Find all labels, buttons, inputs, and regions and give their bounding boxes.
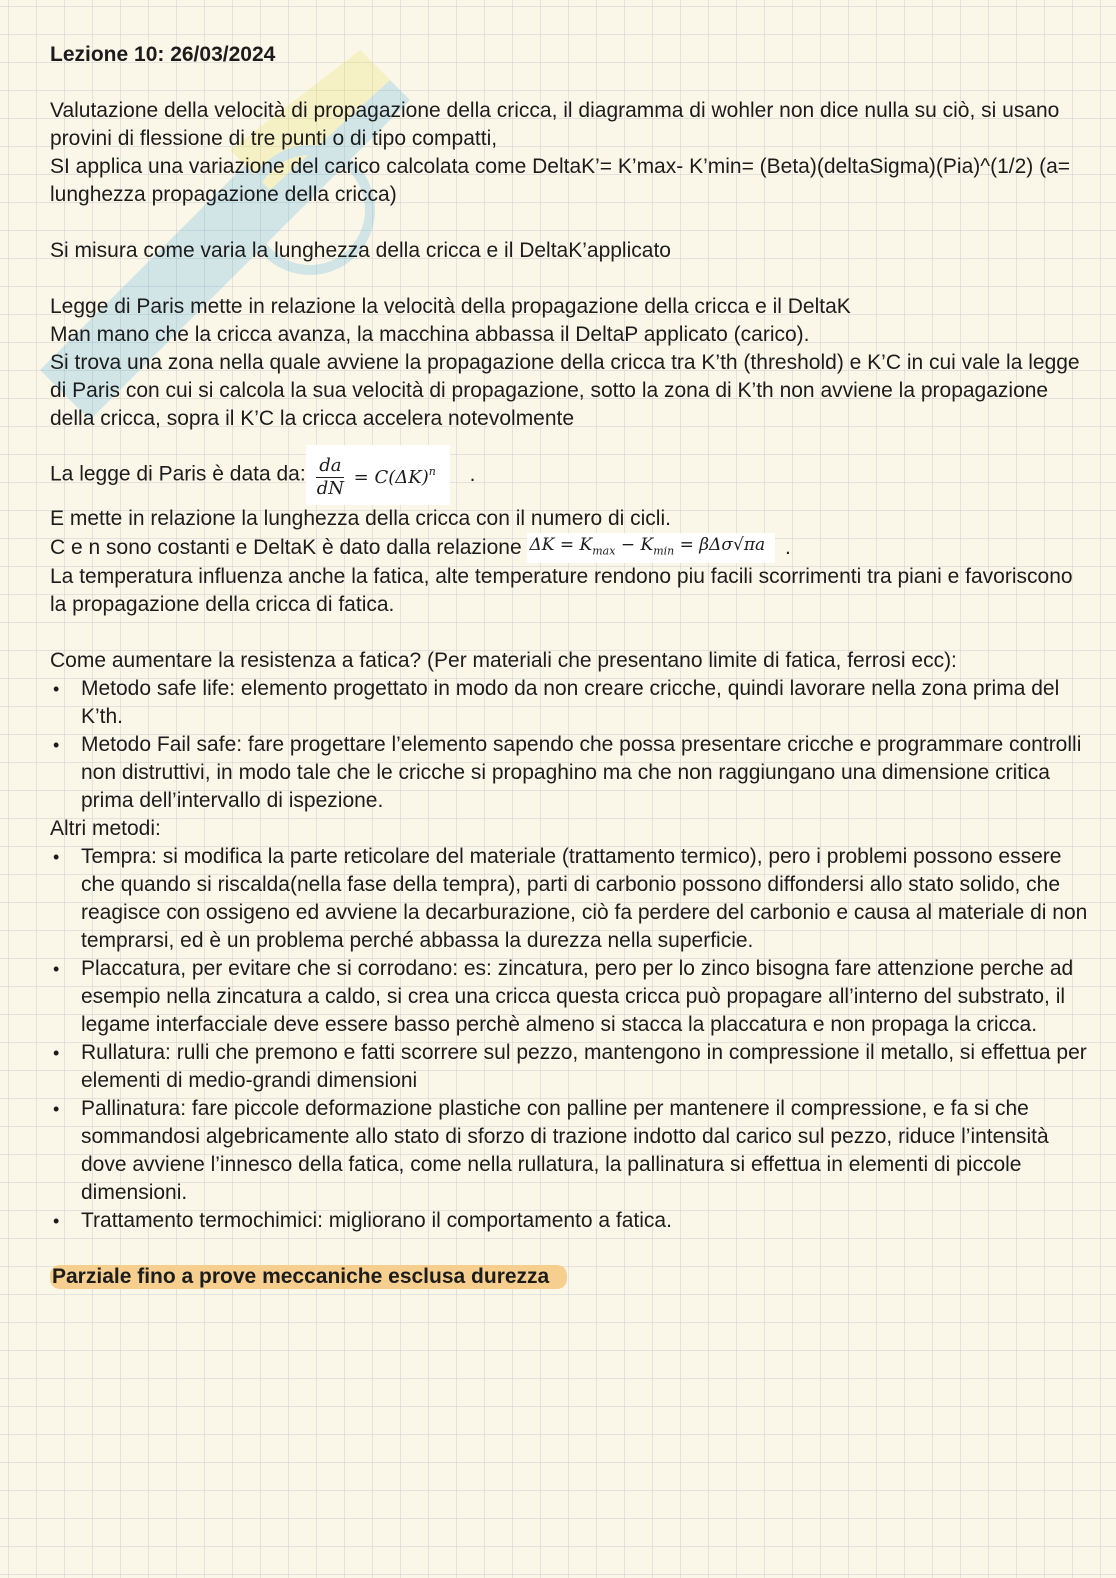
paragraph-intro-2: SI applica una variazione del carico calcolata come DeltaK’= K’max- K’min= (Beta)(deltaSigma)(Pia)^(1/2) (a= lunghezza propagazione della cricca) [50, 155, 1071, 206]
list-item: • Metodo Fail safe: fare progettare l’elemento sapendo che possa presentare cricche e programmare controlli non distruttivi, in modo tale che le cricche si propaghino ma che non raggiungano una dimensione critica prima dell’intervallo di ispezione. [50, 731, 1090, 815]
paragraph-intro-1: Valutazione della velocità di propagazione della cricca, il diagramma di wohler non dice nulla su ciò, si usano provini di flessione di tre punti o di tipo compatti, [50, 99, 1060, 150]
paris-law-prefix: La legge di Paris è data da: [50, 462, 306, 486]
page-title: Lezione 10: 26/03/2024 [50, 43, 276, 66]
deltak-formula [527, 533, 775, 563]
deltak-suffix: . [784, 535, 791, 559]
deltak-prefix: C e n sono costanti e DeltaK è dato dalla relazione [50, 535, 522, 559]
list-item: • Pallinatura: fare piccole deformazione plastiche con palline per mantenere il compressione, e fa si che sommandosi algebricamente allo stato di sforzo di trazione indotto dal carico sul pezzo, riduce l’intensità dove avviene l’innesco della fatica, come nella rullatura, la pallinatura si effettua in elementi di piccole dimensioni. [50, 1095, 1090, 1207]
paris-law-formula [306, 445, 450, 505]
paris-law-line [50, 445, 1090, 505]
paragraph-altri-metodi: Altri metodi: [50, 817, 161, 841]
list-item: • Metodo safe life: elemento progettato in modo da non creare cricche, quindi lavorare nella zona prima del K’th. [50, 675, 1090, 731]
list-item: • Rullatura: rulli che premono e fatti scorrere sul pezzo, mantengono in compressione il metallo, si effettua per elementi di medio-grandi dimensioni [50, 1039, 1090, 1095]
paragraph-paris-2: Man mano che la cricca avanza, la macchina abbassa il DeltaP applicato (carico). [50, 323, 810, 346]
list-item: • Placcatura, per evitare che si corrodano: es: zincatura, pero per lo zinco bisogna fare attenzione perche ad esempio nella zincatura a caldo, si crea una cricca questa cricca può propagare all’interno del substrato, il legame interfacciale deve essere basso perchè almeno si stacca la placcatura e non propaga la cricca. [50, 955, 1090, 1039]
highlighted-note: Parziale fino a prove meccaniche esclusa durezza [50, 1265, 567, 1289]
altri-metodi-list [50, 843, 1090, 1235]
deltak-sub-min: min [653, 544, 675, 558]
fraction-numerator: da [316, 455, 344, 478]
paragraph-paris-1: Legge di Paris mette in relazione la velocità della propagazione della cricca e il DeltaK [50, 295, 851, 318]
fraction-denominator: dN [316, 478, 344, 499]
paragraph-domanda: Come aumentare la resistenza a fatica? (Per materiali che presentano limite di fatica, ferrosi ecc): [50, 649, 957, 673]
deltak-sub-max: max [592, 544, 616, 558]
document-page [50, 41, 1090, 1291]
list-item: • Tempra: si modifica la parte reticolare del materiale (trattamento termico), pero i problemi possono essere che quando si riscalda(nella fase della tempra), parti di carbonio possono diffondersi allo stato solido, che reagisce con ossigeno ed avviene la decarburazione, ciò fa perdere del carbonio e causa al materiale di non temprarsi, ed è un problema perché abbassa la durezza nella superficie. [50, 843, 1090, 955]
paris-law-suffix: . [469, 462, 476, 486]
list-item: • Trattamento termochimici: migliorano il comportamento a fatica. [50, 1207, 1090, 1235]
paragraph-paris-3: Si trova una zona nella quale avviene la propagazione della cricca tra K’th (threshold) e K’C in cui vale la legge di Paris con cui si calcola la sua velocità di propagazione, sotto la zona di K’th non avviene la propagazione della cricca, sopra il K’C la cricca accelera notevolmente [50, 351, 1080, 430]
formula-rhs: = C(ΔK) [353, 467, 429, 488]
deltak-lhs: ΔK = K [529, 535, 593, 555]
paragraph-temperatura: La temperatura influenza anche la fatica, alte temperature rendono piu facili scorrimenti tra piani e favoriscono la propagazione della cricca di fatica. [50, 565, 1073, 617]
paragraph-misura: Si misura come varia la lunghezza della cricca e il DeltaK’applicato [50, 239, 671, 262]
deltak-line [50, 533, 1090, 563]
paris-fraction [314, 455, 347, 500]
metodi-list [50, 675, 1090, 815]
deltak-minus: − K [615, 535, 654, 555]
formula-exponent: n [428, 465, 436, 478]
paragraph-relazione: E mette in relazione la lunghezza della cricca con il numero di cicli. [50, 507, 671, 530]
deltak-rhs: = βΔσ√πa [674, 535, 766, 555]
